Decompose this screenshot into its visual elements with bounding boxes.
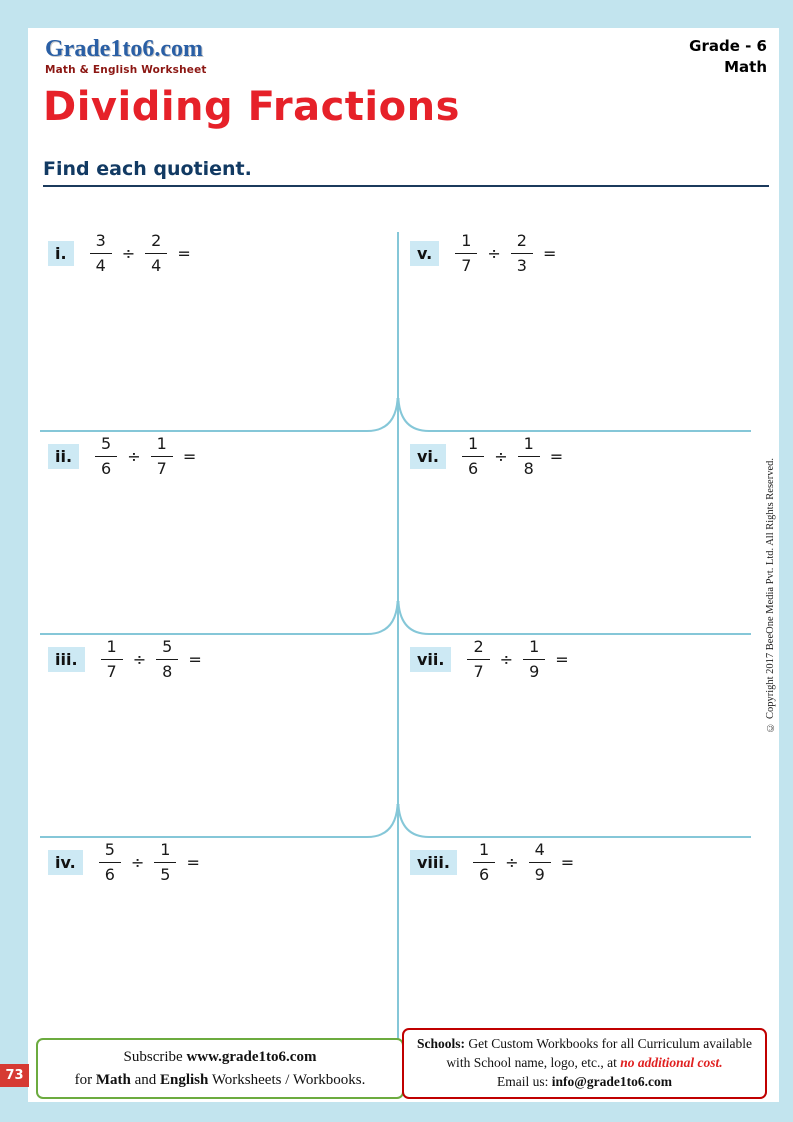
schools-no-cost-highlight: no additional cost. [620,1055,723,1071]
schools-email: info@grade1to6.com [551,1074,672,1090]
fraction-1-denominator: 6 [473,862,495,884]
fraction-2-denominator: 7 [151,456,173,478]
schools-line-1-rest: Get Custom Workbooks for all Curriculum available [465,1036,752,1052]
subscribe-prefix: Subscribe [123,1049,187,1065]
equals-sign: = [177,244,191,264]
fraction-2-denominator: 8 [518,456,540,478]
fraction-2-denominator: 9 [529,862,551,884]
divide-sign: ÷ [130,853,145,873]
page-number-badge: 73 [0,1064,29,1087]
fraction-1-denominator: 6 [99,862,121,884]
fraction-2-denominator: 4 [145,253,167,275]
site-logo-title: Grade1to6.com [45,36,203,62]
problem [410,232,556,276]
subscribe-url: www.grade1to6.com [186,1049,317,1065]
fraction-1-denominator: 6 [95,456,117,478]
schools-line-2-prefix: with School name, logo, etc., at [446,1055,621,1071]
row-divider [429,836,751,838]
schools-line-1 [408,1035,761,1054]
fraction-1 [455,232,477,276]
schools-line-2 [408,1054,761,1073]
fraction-1-denominator: 4 [90,253,112,275]
site-logo-tagline: Math & English Worksheet [45,64,207,76]
column-divider-line [397,232,399,1040]
fraction-1 [467,638,489,682]
equals-sign: = [542,244,557,264]
row-divider [40,633,367,635]
divide-sign: ÷ [499,650,514,670]
problem-label: vi. [410,444,446,469]
fraction-2-numerator: 2 [516,231,527,250]
fraction-2-numerator: 1 [160,840,171,859]
schools-box [402,1028,767,1099]
fraction-1-numerator: 5 [104,840,115,859]
worksheet-title: Dividing Fractions [43,84,460,130]
equals-sign: = [182,447,197,467]
fraction-1-numerator: 1 [461,231,472,250]
equals-sign: = [555,650,569,670]
fraction-1-numerator: 1 [478,840,490,859]
problem-label: ii. [48,444,79,469]
fraction-2 [518,435,540,479]
problem-label: viii. [410,850,457,875]
subscribe-line-1 [42,1046,398,1069]
fraction-2 [151,435,173,479]
grade-subject-block [689,36,767,78]
grade-label: Grade - 6 [689,37,767,55]
fraction-2-numerator: 1 [156,434,167,453]
site-logo [45,36,207,76]
problem-label: v. [410,241,439,266]
row-divider [40,430,367,432]
subscribe-for: for [74,1071,96,1088]
worksheet-page [28,28,779,1102]
fraction-2-denominator: 5 [154,862,176,884]
equals-sign: = [549,447,564,467]
fraction-1 [99,841,121,885]
row-divider [429,430,751,432]
fraction-2 [529,841,551,885]
divider-junction-curve [367,601,429,635]
fraction-1 [101,638,123,682]
divide-sign: ÷ [494,447,508,467]
fraction-1-numerator: 2 [473,637,484,656]
instruction-text: Find each quotient. [43,158,252,180]
subscribe-line-2 [42,1069,398,1092]
fraction-2 [156,638,178,682]
problem-label: i. [48,241,74,266]
problem [410,638,569,682]
row-divider [429,633,751,635]
problem [48,841,200,885]
divide-sign: ÷ [505,853,519,873]
divider-junction-curve [367,398,429,432]
fraction-1-denominator: 7 [455,253,477,275]
fraction-2 [154,841,176,885]
subscribe-and: and [130,1071,160,1088]
fraction-1 [90,232,112,276]
equals-sign: = [560,853,575,873]
equals-sign: = [188,650,202,670]
problem [410,435,563,479]
fraction-2-numerator: 1 [523,434,534,453]
fraction-2 [523,638,545,682]
problem-label: iii. [48,647,85,672]
fraction-2-numerator: 2 [151,231,162,250]
divider-junction-curve [367,804,429,838]
divide-sign: ÷ [132,650,147,670]
problem [48,435,196,479]
schools-email-prefix: Email us: [497,1074,552,1090]
row-divider [40,836,367,838]
fraction-1-denominator: 6 [462,456,484,478]
fraction-2-numerator: 1 [529,637,540,656]
instruction-underline [43,185,769,187]
fraction-1 [462,435,484,479]
fraction-2 [145,232,167,276]
fraction-1-numerator: 5 [101,434,112,453]
fraction-1 [95,435,117,479]
divide-sign: ÷ [127,447,141,467]
divide-sign: ÷ [121,244,136,264]
divide-sign: ÷ [487,244,501,264]
fraction-2-numerator: 5 [162,637,173,656]
problem [410,841,574,885]
fraction-1-denominator: 7 [101,659,123,681]
fraction-2-denominator: 9 [523,659,545,681]
fraction-1-numerator: 3 [95,231,106,250]
subscribe-english: English [160,1071,209,1088]
schools-line-3 [408,1073,761,1092]
problem-label: vii. [410,647,451,672]
problems-grid [28,228,779,1043]
subscribe-box [36,1038,404,1099]
problem [48,638,202,682]
copyright-text: © Copyright 2017 BeeOne Media Pvt. Ltd. All Rights Reserved. [765,458,776,733]
schools-label: Schools: [416,1036,465,1052]
fraction-1 [473,841,495,885]
fraction-1-numerator: 1 [106,637,117,656]
fraction-1-numerator: 1 [468,434,479,453]
subject-label: Math [724,58,767,76]
fraction-2 [511,232,533,276]
equals-sign: = [186,853,200,873]
subscribe-suffix: Worksheets / Workbooks. [208,1071,366,1088]
problem-label: iv. [48,850,83,875]
fraction-2-denominator: 8 [156,659,178,681]
fraction-2-numerator: 4 [534,840,545,859]
subscribe-math: Math [95,1071,131,1088]
fraction-2-denominator: 3 [511,253,533,275]
problem [48,232,191,276]
fraction-1-denominator: 7 [467,659,489,681]
